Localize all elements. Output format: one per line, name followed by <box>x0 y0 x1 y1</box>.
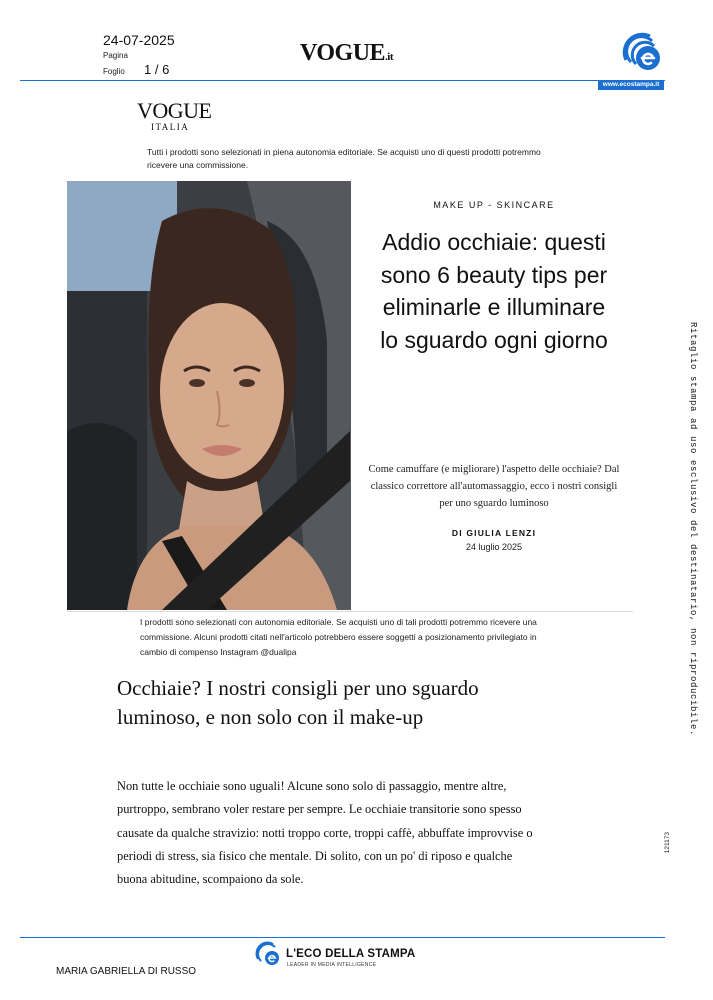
vogue-italia-logo: VOGUE <box>137 98 212 123</box>
photo-divider <box>67 611 633 612</box>
clipping-code: 121173 <box>664 832 671 854</box>
vogue-italia-edition: ITALIA <box>151 122 190 132</box>
agency-url: www.ecostampa.it <box>598 80 664 90</box>
recipient-name: MARIA GABRIELLA DI RUSSO <box>56 966 197 977</box>
sheet-label: Foglio <box>103 67 125 76</box>
eco-stampa-logo-icon <box>620 30 664 74</box>
footer-divider <box>20 937 665 938</box>
article-body: Non tutte le occhiaie sono uguali! Alcune sono solo di passaggio, mentre altre, purtroppo, sembrano voler restare per sempre. Le occhiaie transitorie sono spesso causate da qualche stravizio: notti troppo corte, troppi caffè, abbuffate improvvise o periodi di stress, sia fisico che mentale. Di solito, con un po' di riposo e qualche buona abitudine, scompaiono da sole. <box>117 779 533 887</box>
photo-caption-disclaimer: I prodotti sono selezionati con autonomia editoriale. Se acquisti uno di tali prodotti potremmo ricevere una commissione. Alcuni prodotti citati nell'articolo potrebbero essere soggetti a posizionamento privilegiato in cambio di compenso Instagram @dualipa <box>140 617 537 657</box>
header-divider <box>20 80 665 81</box>
reproduction-notice: Ritaglio stampa ad uso esclusivo del destinatario, non riproducibile. <box>688 322 698 737</box>
article-headline: Addio occhiaie: questi sono 6 beauty tips per eliminarle e illuminare lo sguardo ogni giorno <box>380 229 608 353</box>
editorial-disclaimer: Tutti i prodotti sono selezionati in piena autonomia editoriale. Se acquisti uno di questi prodotti potremmo ricevere una commissione. <box>147 147 541 170</box>
page-label: Pagina <box>103 51 128 60</box>
article-photo <box>67 181 351 610</box>
article-byline: DI GIULIA LENZI <box>451 528 537 538</box>
footer-brand: L'ECO DELLA STAMPA <box>286 948 416 960</box>
publication-name: VOGUE <box>300 40 386 66</box>
article-category: MAKE UP - SKINCARE <box>433 200 555 210</box>
clipping-date: 24-07-2025 <box>103 32 175 48</box>
publication-suffix: .it <box>385 51 394 63</box>
section-title: Occhiaie? I nostri consigli per uno sguardo luminoso, e non solo con il make-up <box>117 676 479 729</box>
publication-logo <box>300 40 393 67</box>
eco-stampa-footer-logo-icon <box>255 941 281 967</box>
footer-tagline: LEADER IN MEDIA INTELLIGENCE <box>287 962 377 968</box>
article-date: 24 luglio 2025 <box>465 542 523 552</box>
sheet-number: 1 / 6 <box>144 62 170 77</box>
article-subhead: Come camuffare (e migliorare) l'aspetto delle occhiaie? Dal classico correttore all'automassaggio, ecco i nostri consigli per uno sguardo luminoso <box>368 464 620 509</box>
